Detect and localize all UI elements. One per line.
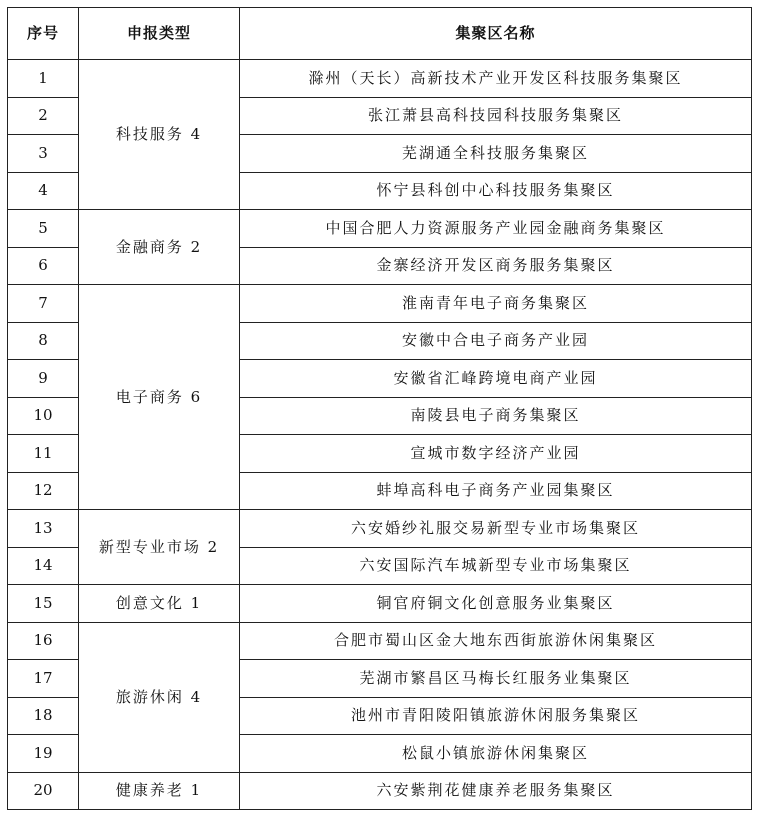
row-index: 6 xyxy=(8,247,79,285)
cluster-table xyxy=(7,7,752,810)
declaration-type: 新型专业市场 2 xyxy=(79,510,240,585)
row-index: 9 xyxy=(8,360,79,398)
row-index: 3 xyxy=(8,135,79,173)
cluster-name: 合肥市蜀山区金大地东西街旅游休闲集聚区 xyxy=(240,622,752,660)
cluster-name: 中国合肥人力资源服务产业园金融商务集聚区 xyxy=(240,210,752,248)
table-row xyxy=(8,772,752,810)
row-index: 14 xyxy=(8,547,79,585)
declaration-type: 健康养老 1 xyxy=(79,772,240,810)
row-index: 12 xyxy=(8,472,79,510)
table-row xyxy=(8,60,752,98)
row-index: 2 xyxy=(8,97,79,135)
header-row xyxy=(8,8,752,60)
row-index: 15 xyxy=(8,585,79,623)
cluster-name: 淮南青年电子商务集聚区 xyxy=(240,285,752,323)
row-index: 18 xyxy=(8,697,79,735)
header-type: 申报类型 xyxy=(79,8,240,60)
header-index: 序号 xyxy=(8,8,79,60)
cluster-name: 金寨经济开发区商务服务集聚区 xyxy=(240,247,752,285)
declaration-type: 创意文化 1 xyxy=(79,585,240,623)
declaration-type: 电子商务 6 xyxy=(79,285,240,510)
cluster-name: 怀宁县科创中心科技服务集聚区 xyxy=(240,172,752,210)
table-row xyxy=(8,285,752,323)
table-row xyxy=(8,210,752,248)
cluster-name: 芜湖市繁昌区马梅长红服务业集聚区 xyxy=(240,660,752,698)
declaration-type: 旅游休闲 4 xyxy=(79,622,240,772)
cluster-name: 安徽省汇峰跨境电商产业园 xyxy=(240,360,752,398)
cluster-name: 南陵县电子商务集聚区 xyxy=(240,397,752,435)
row-index: 20 xyxy=(8,772,79,810)
cluster-name: 铜官府铜文化创意服务业集聚区 xyxy=(240,585,752,623)
row-index: 5 xyxy=(8,210,79,248)
cluster-name: 松鼠小镇旅游休闲集聚区 xyxy=(240,735,752,773)
row-index: 4 xyxy=(8,172,79,210)
cluster-name: 蚌埠高科电子商务产业园集聚区 xyxy=(240,472,752,510)
table-body xyxy=(8,60,752,810)
cluster-name: 六安国际汽车城新型专业市场集聚区 xyxy=(240,547,752,585)
row-index: 13 xyxy=(8,510,79,548)
cluster-name: 安徽中合电子商务产业园 xyxy=(240,322,752,360)
cluster-name: 芜湖通全科技服务集聚区 xyxy=(240,135,752,173)
row-index: 16 xyxy=(8,622,79,660)
cluster-name: 滁州（天长）高新技术产业开发区科技服务集聚区 xyxy=(240,60,752,98)
row-index: 19 xyxy=(8,735,79,773)
cluster-name: 张江萧县高科技园科技服务集聚区 xyxy=(240,97,752,135)
declaration-type: 科技服务 4 xyxy=(79,60,240,210)
declaration-type: 金融商务 2 xyxy=(79,210,240,285)
row-index: 10 xyxy=(8,397,79,435)
row-index: 8 xyxy=(8,322,79,360)
table-row xyxy=(8,622,752,660)
table-row xyxy=(8,585,752,623)
row-index: 7 xyxy=(8,285,79,323)
cluster-name: 六安婚纱礼服交易新型专业市场集聚区 xyxy=(240,510,752,548)
header-name: 集聚区名称 xyxy=(240,8,752,60)
row-index: 1 xyxy=(8,60,79,98)
row-index: 17 xyxy=(8,660,79,698)
table-row xyxy=(8,510,752,548)
cluster-name: 六安紫荆花健康养老服务集聚区 xyxy=(240,772,752,810)
cluster-name: 宣城市数字经济产业园 xyxy=(240,435,752,473)
cluster-name: 池州市青阳陵阳镇旅游休闲服务集聚区 xyxy=(240,697,752,735)
row-index: 11 xyxy=(8,435,79,473)
